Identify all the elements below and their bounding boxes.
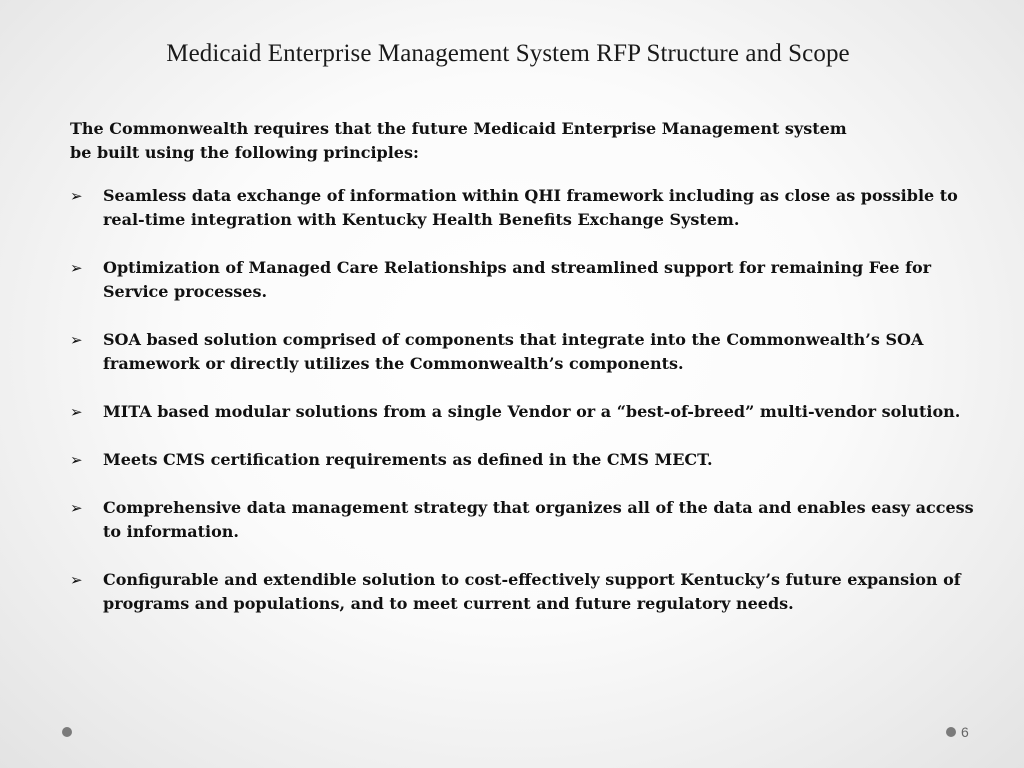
list-item [70,184,975,232]
list-item [70,568,975,616]
slide-title: Medicaid Enterprise Management System RFP Structure and Scope [166,40,850,67]
arrowhead-bullet-icon: ➢ [70,571,83,589]
intro-line-1: The Commonwealth requires that the future Medicaid Enterprise Management system [70,119,847,138]
arrowhead-bullet-icon: ➢ [70,451,83,469]
list-item [70,448,975,472]
intro-text [70,117,930,165]
list-item [70,256,975,304]
list-item [70,328,975,376]
list-item-text: Seamless data exchange of information within QHI framework including as close as possible to real-time integration with Kentucky Health Benefits Exchange System. [103,186,958,229]
list-item-text: MITA based modular solutions from a single Vendor or a “best-of-breed” multi-vendor solution. [103,402,961,421]
decorative-dot-right [946,727,956,737]
page-number: 6 [961,724,969,740]
arrowhead-bullet-icon: ➢ [70,331,83,349]
list-item [70,496,975,544]
list-item-text: SOA based solution comprised of components that integrate into the Commonwealth’s SOA framework or directly utilizes the Commonwealth’s components. [103,330,924,373]
principles-list [70,184,975,640]
list-item [70,400,975,424]
list-item-text: Comprehensive data management strategy that organizes all of the data and enables easy access to information. [103,498,974,541]
intro-line-2: be built using the following principles: [70,143,419,162]
arrowhead-bullet-icon: ➢ [70,499,83,517]
decorative-dot-left [62,727,72,737]
list-item-text: Configurable and extendible solution to cost-effectively support Kentucky’s future expansion of programs and populations, and to meet current and future regulatory needs. [103,570,961,613]
arrowhead-bullet-icon: ➢ [70,187,83,205]
list-item-text: Meets CMS certification requirements as defined in the CMS MECT. [103,450,713,469]
arrowhead-bullet-icon: ➢ [70,403,83,421]
list-item-text: Optimization of Managed Care Relationships and streamlined support for remaining Fee for Service processes. [103,258,932,301]
arrowhead-bullet-icon: ➢ [70,259,83,277]
